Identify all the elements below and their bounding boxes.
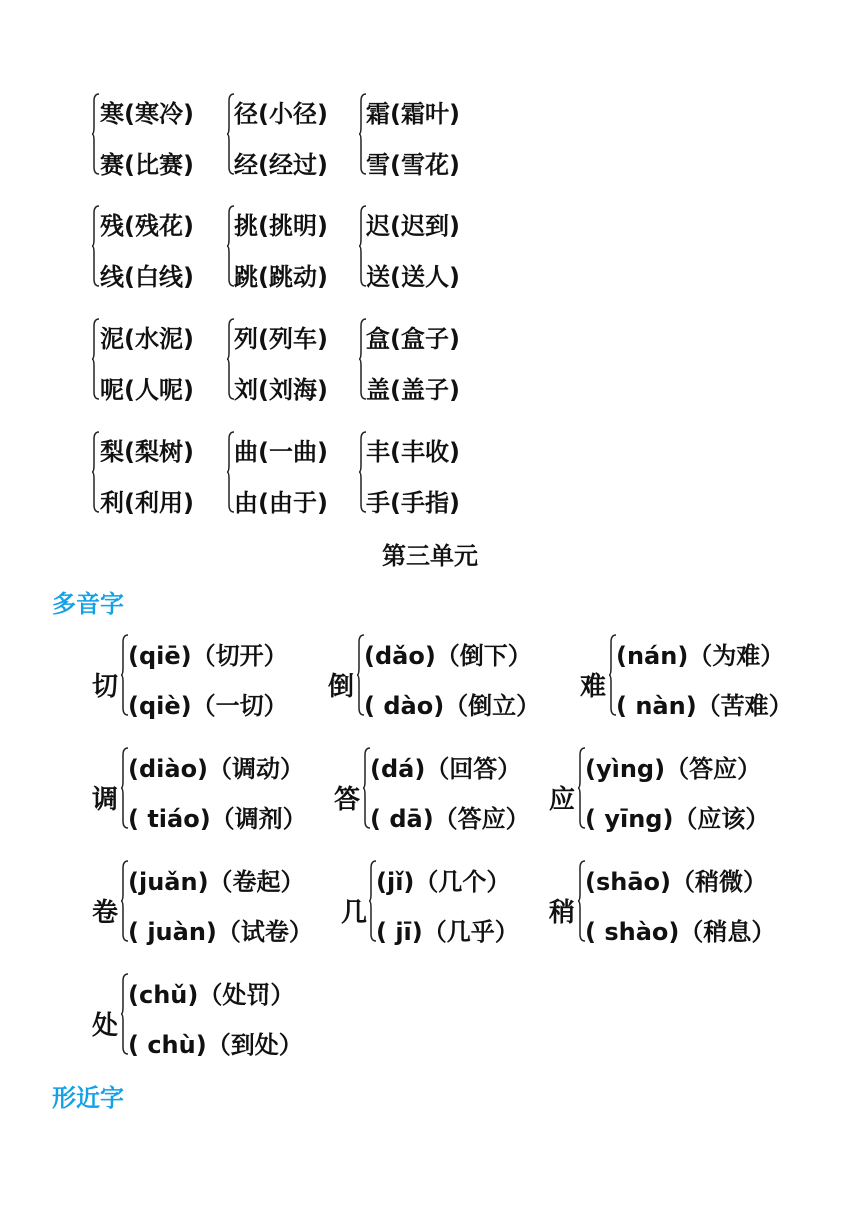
reading-line: ( nàn)（苦难）: [616, 692, 793, 720]
reading-line: ( chù)（到处）: [128, 1031, 303, 1059]
word-item: 赛(比赛): [100, 151, 194, 179]
reading-line: (chǔ)（处罚）: [128, 981, 295, 1009]
reading-line: (shāo)（稍微）: [585, 868, 767, 896]
brace: [92, 431, 100, 513]
reading-line: (jǐ)（几个）: [376, 868, 511, 896]
word-item: 经(经过): [234, 151, 328, 179]
word-item: 列(列车): [234, 325, 328, 353]
reading-line: ( yīng)（应该）: [585, 805, 770, 833]
word-item: 梨(梨树): [100, 438, 194, 466]
polyphone-char: 几: [341, 898, 368, 928]
polyphone-char: 答: [334, 785, 361, 815]
reading-line: ( jī)（几乎）: [376, 918, 519, 946]
reading-line: (diào)（调动）: [128, 755, 305, 783]
word-item: 刘(刘海): [234, 376, 328, 404]
reading-line: ( tiáo)（调剂）: [128, 805, 307, 833]
word-item: 呢(人呢): [100, 376, 194, 404]
word-item: 径(小径): [234, 100, 328, 128]
word-item: 霜(霜叶): [366, 100, 460, 128]
reading-line: (dá)（回答）: [370, 755, 522, 783]
reading-line: ( dào)（倒立）: [364, 692, 541, 720]
word-item: 跳(跳动): [234, 263, 328, 291]
word-item: 线(白线): [100, 263, 194, 291]
word-item: 曲(一曲): [234, 438, 328, 466]
word-item: 由(由于): [234, 489, 328, 517]
word-item: 泥(水泥): [100, 325, 194, 353]
reading-line: (qiè)（一切）: [128, 692, 288, 720]
brace: [92, 318, 100, 400]
section-heading-xingjinzi: 形近字: [52, 1084, 124, 1112]
reading-line: (juǎn)（卷起）: [128, 868, 305, 896]
reading-line: (nán)（为难）: [616, 642, 785, 670]
brace: [92, 205, 100, 287]
reading-line: ( juàn)（试卷）: [128, 918, 313, 946]
section-heading-duoyinzi: 多音字: [52, 590, 124, 618]
word-item: 寒(寒冷): [100, 100, 194, 128]
unit-title: 第三单元: [382, 542, 478, 570]
polyphone-char: 卷: [92, 898, 119, 928]
word-item: 盖(盖子): [366, 376, 460, 404]
word-item: 送(送人): [366, 263, 460, 291]
word-item: 利(利用): [100, 489, 194, 517]
polyphone-char: 难: [580, 672, 607, 702]
reading-line: (dǎo)（倒下）: [364, 642, 532, 670]
polyphone-char: 切: [92, 672, 119, 702]
polyphone-char: 倒: [328, 672, 355, 702]
polyphone-char: 应: [549, 785, 576, 815]
word-item: 雪(雪花): [366, 151, 460, 179]
reading-line: ( dā)（答应）: [370, 805, 530, 833]
word-item: 残(残花): [100, 212, 194, 240]
polyphone-char: 稍: [549, 898, 576, 928]
word-item: 丰(丰收): [366, 438, 460, 466]
word-item: 迟(迟到): [366, 212, 460, 240]
polyphone-char: 处: [92, 1011, 119, 1041]
polyphone-char: 调: [92, 785, 119, 815]
reading-line: (qiē)（切开）: [128, 642, 288, 670]
word-item: 盒(盒子): [366, 325, 460, 353]
brace: [92, 93, 100, 175]
word-item: 手(手指): [366, 489, 460, 517]
reading-line: ( shào)（稍息）: [585, 918, 776, 946]
word-item: 挑(挑明): [234, 212, 328, 240]
reading-line: (yìng)（答应）: [585, 755, 762, 783]
